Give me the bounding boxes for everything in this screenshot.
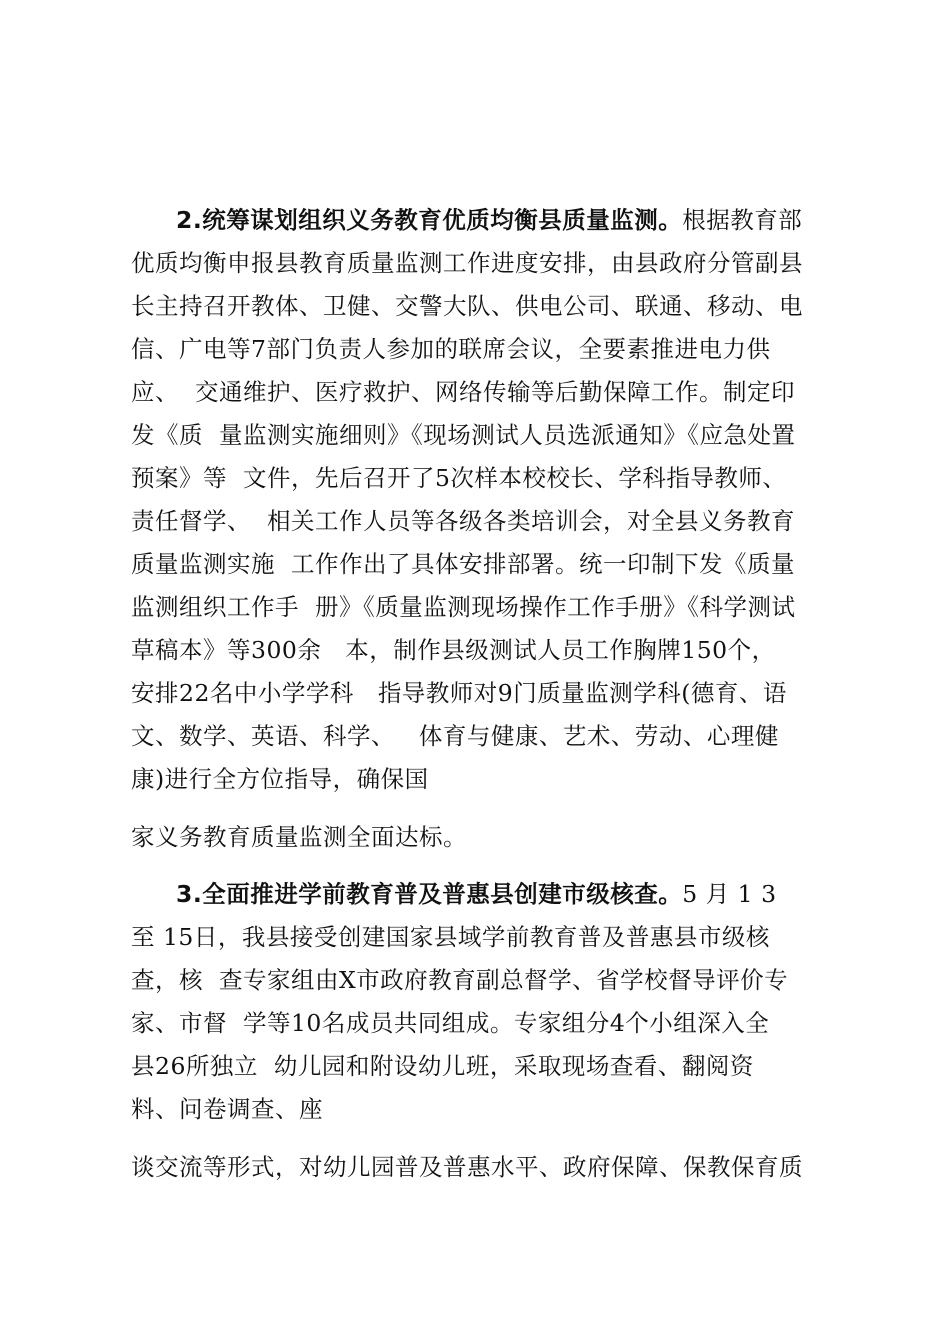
paragraph-1-line: 康)进行全方位指导，确保国: [131, 765, 429, 793]
paragraph-1-line: 应、 交通维护、医疗救护、网络传输等后勤保障工作。制定印: [131, 378, 795, 406]
paragraph-1-line: 监测组织工作手 册》《质量监测现场操作工作手册》《科学测试: [131, 593, 796, 621]
paragraph-2-continuation: 谈交流等形式，对幼儿园普及普惠水平、政府保障、保教保育质: [131, 1153, 803, 1181]
paragraph-2-line: 查，核 查专家组由X市政府教育副总督学、省学校督导评价专: [131, 966, 789, 994]
paragraph-2-line: 家、市督 学等10名成员共同组成。专家组分4个小组深入全: [131, 1009, 770, 1037]
paragraph-1-line: 文、数学、英语、科学、 体育与健康、艺术、劳动、心理健: [131, 722, 779, 750]
paragraph-1-line: 优质均衡申报县教育质量监测工作进度安排，由县政府分管副县: [131, 249, 803, 277]
paragraph-1-line: 责任督学、 相关工作人员等各级各类培训会，对全县义务教育: [131, 507, 795, 535]
paragraph-1-first-line-text: 根据教育部: [682, 206, 803, 234]
paragraph-1-continuation: 家义务教育质量监测全面达标。: [131, 823, 467, 851]
paragraph-2-first-line: [176, 874, 777, 914]
paragraph-1-first-line: [176, 200, 802, 240]
paragraph-1-line: 草稿本》等300余 本，制作县级测试人员工作胸牌150个，: [131, 636, 776, 664]
paragraph-1-line: 安排22名中小学学科 指导教师对9门质量监测学科(德育、语: [131, 679, 787, 707]
paragraph-2-line: 县26所独立 幼儿园和附设幼儿班，采取现场查看、翻阅资: [131, 1052, 754, 1080]
paragraph-1-line: 长主持召开教体、卫健、交警大队、供电公司、联通、移动、电: [131, 292, 803, 320]
paragraph-1-line: 质量监测实施 工作作出了具体安排部署。统一印制下发《质量: [131, 550, 795, 578]
paragraph-2-line: 料、问卷调查、座: [131, 1095, 323, 1123]
paragraph-2-heading: 3.全面推进学前教育普及普惠县创建市级核查。: [176, 880, 683, 908]
paragraph-1-line: 预案》等 文件，先后召开了5次样本校校长、学科指导教师、: [131, 464, 787, 492]
paragraph-1-heading: 2.统筹谋划组织义务教育优质均衡县质量监测。: [176, 206, 683, 234]
paragraph-1-line: 信、广电等7部门负责人参加的联席会议，全要素推进电力供: [131, 335, 771, 363]
paragraph-2-first-line-text: 5 月 1 3: [682, 880, 777, 908]
paragraph-2-line: 至 15日，我县接受创建国家县域学前教育普及普惠县市级核: [131, 923, 770, 951]
paragraph-1-line: 发《质 量监测实施细则》《现场测试人员选派通知》《应急处置: [131, 421, 796, 449]
